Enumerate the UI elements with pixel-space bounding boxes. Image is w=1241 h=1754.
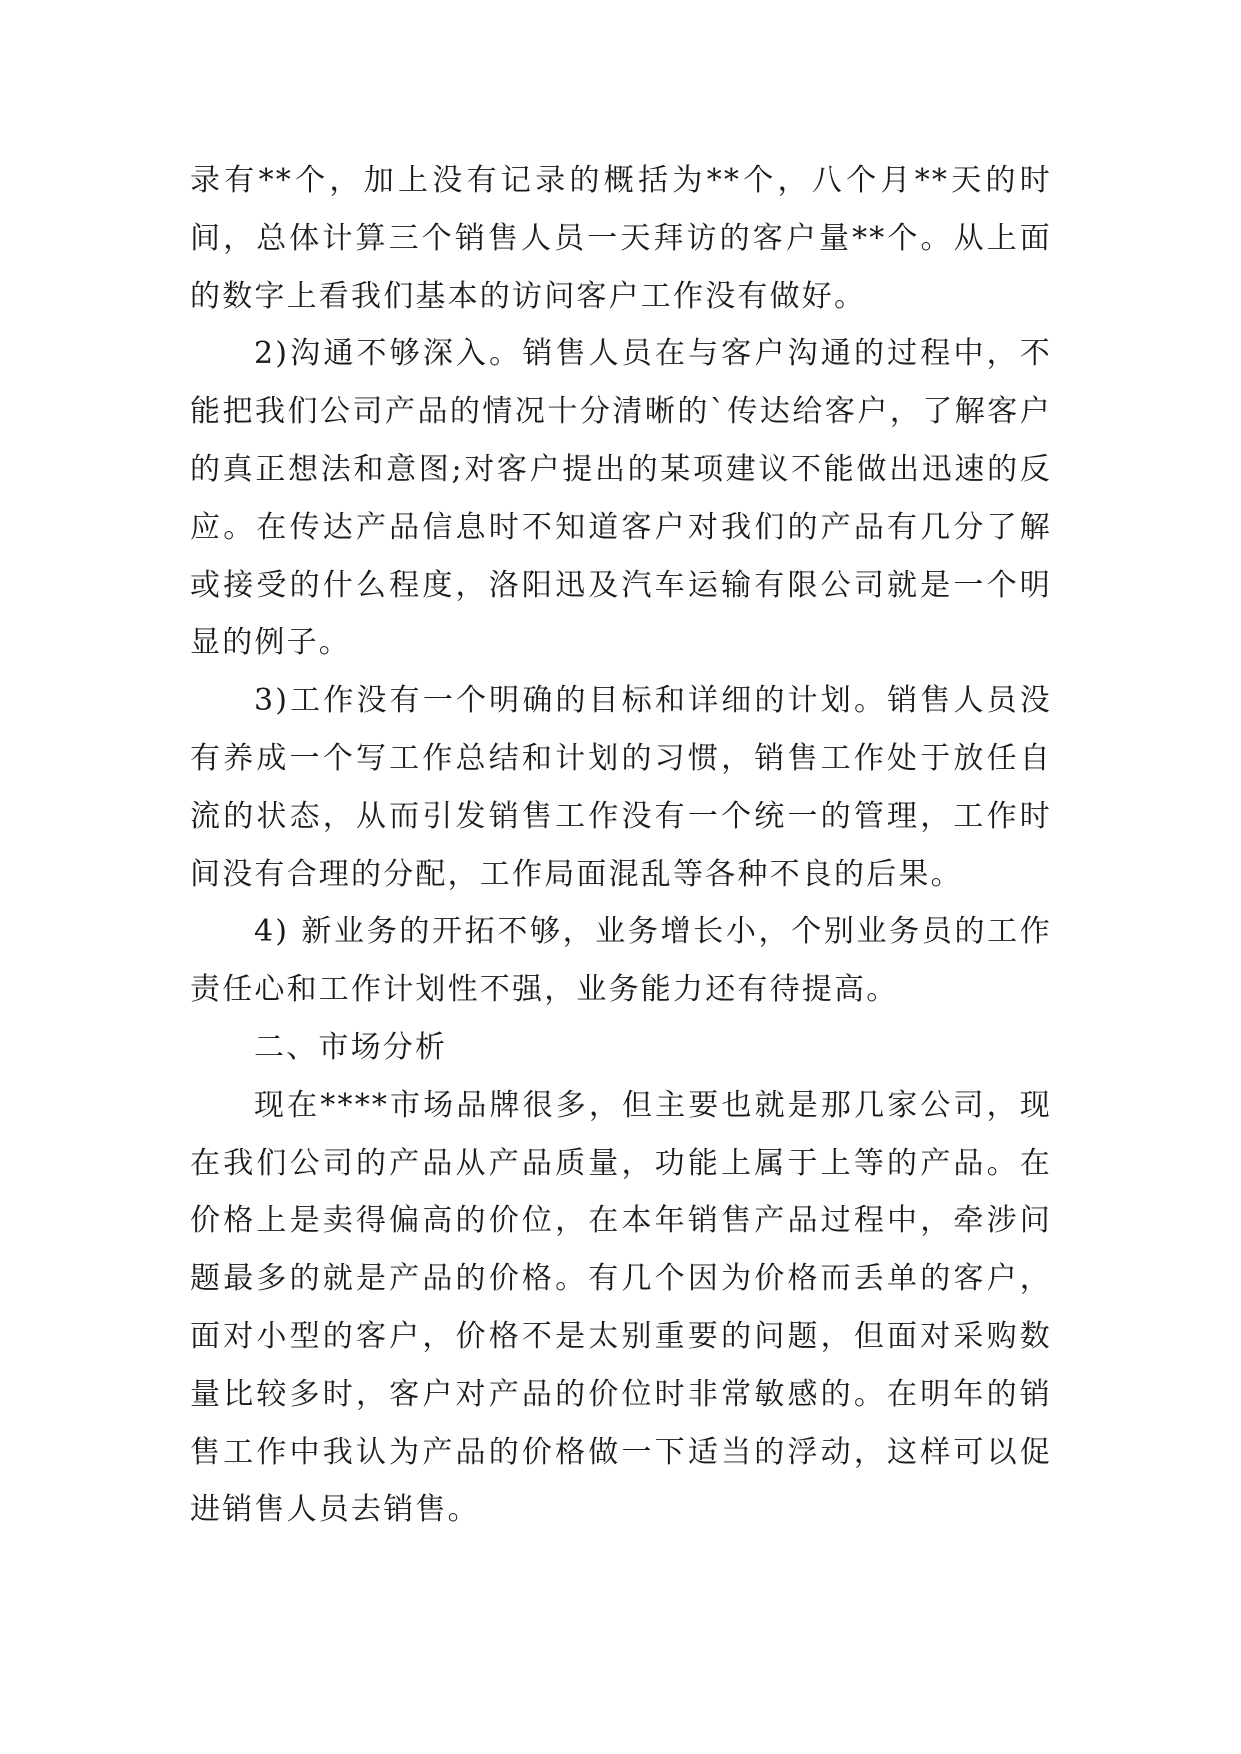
document-body	[190, 152, 1052, 1539]
paragraph-new-business: 4) 新业务的开拓不够，业务增长小，个别业务员的工作责任心和工作计划性不强，业务能力还有待提高。	[190, 914, 1052, 1008]
section-heading-market-analysis: 二、市场分析	[254, 1029, 448, 1065]
paragraph-market-analysis: 现在****市场品牌很多，但主要也就是那几家公司，现在我们公司的产品从产品质量，功能上属于上等的产品。在价格上是卖得偏高的价位，在本年销售产品过程中，牵涉问题最多的就是产品的价格。有几个因为价格而丢单的客户，面对小型的客户，价格不是太别重要的问题，但面对采购数量比较多时，客户对产品的价位时非常敏感的。在明年的销售工作中我认为产品的价格做一下适当的浮动，这样可以促进销售人员去销售。	[190, 1087, 1052, 1528]
paragraph-visit-stats: 录有**个，加上没有记录的概括为**个，八个月**天的时间，总体计算三个销售人员一天拜访的客户量**个。从上面的数字上看我们基本的访问客户工作没有做好。	[190, 163, 1052, 314]
paragraph-planning: 3)工作没有一个明确的目标和详细的计划。销售人员没有养成一个写工作总结和计划的习惯，销售工作处于放任自流的状态，从而引发销售工作没有一个统一的管理，工作时间没有合理的分配，工作局面混乱等各种不良的后果。	[190, 683, 1052, 892]
paragraph-communication: 2)沟通不够深入。销售人员在与客户沟通的过程中，不能把我们公司产品的情况十分清晰的`传达给客户，了解客户的真正想法和意图;对客户提出的某项建议不能做出迅速的反应。在传达产品信息时不知道客户对我们的产品有几分了解或接受的什么程度，洛阳迅及汽车运输有限公司就是一个明显的例子。	[190, 336, 1052, 661]
